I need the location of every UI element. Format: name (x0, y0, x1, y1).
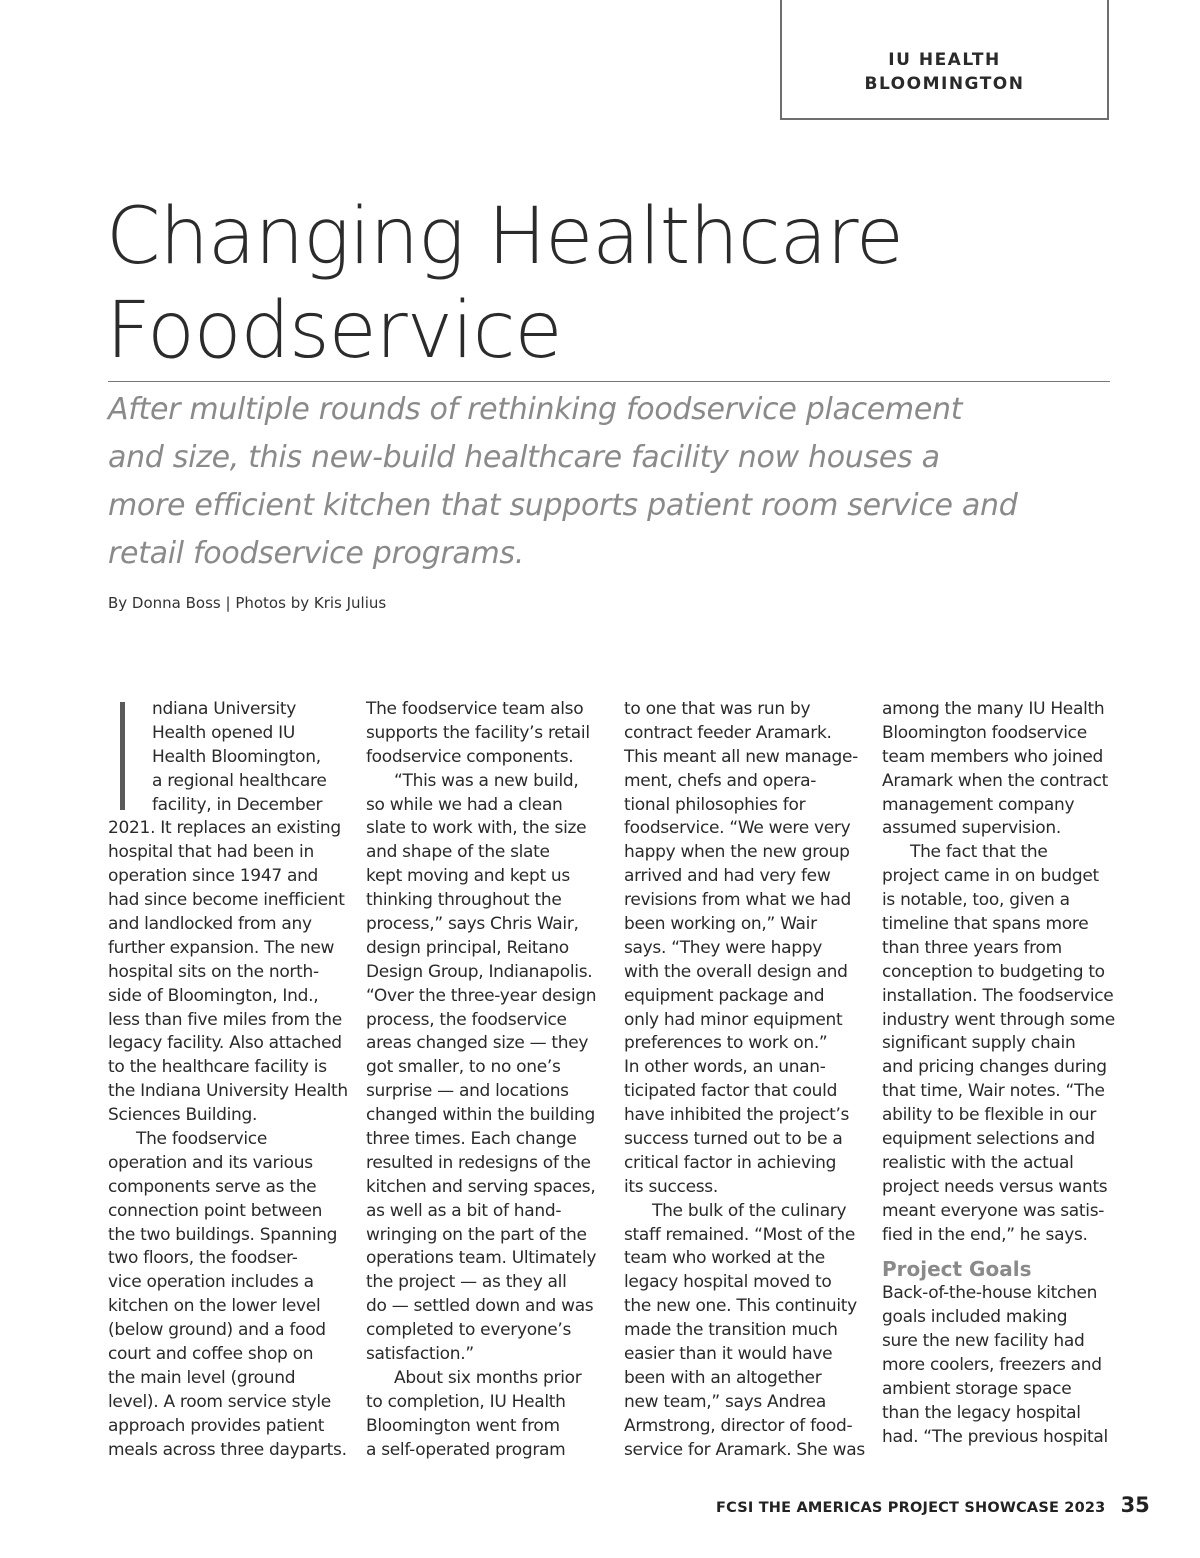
text-line: 2021. It replaces an existing (108, 818, 341, 839)
text-line: Back-of-the-house kitchen (882, 1283, 1098, 1304)
text-line: resulted in redesigns of the (366, 1152, 591, 1173)
text-line: fied in the end,” he says. (882, 1224, 1088, 1245)
text-line: further expansion. The new (108, 937, 335, 958)
deck-line: and size, this new-build healthcare facility now houses a (108, 440, 940, 475)
text-line: Aramark when the contract (882, 770, 1108, 791)
text-line: level). A room service style (108, 1391, 331, 1412)
text-line: that time, Wair notes. “The (882, 1081, 1105, 1102)
deck-line: more efficient kitchen that supports patient room service and (108, 488, 1018, 523)
text-line: the Indiana University Health (108, 1081, 348, 1102)
text-line: Health Bloomington, (152, 746, 321, 767)
text-line: had. “The previous hospital (882, 1426, 1108, 1447)
text-line: ambient storage space (882, 1378, 1072, 1399)
text-line: court and coffee shop on (108, 1344, 314, 1365)
headline-line1: Changing Healthcare (106, 192, 903, 282)
text-line: meant everyone was satis- (882, 1200, 1105, 1221)
text-line: Bloomington went from (366, 1415, 560, 1436)
text-line: among the many IU Health (882, 699, 1105, 719)
text-line: contract feeder Aramark. (624, 722, 832, 743)
text-line: The bulk of the culinary (652, 1200, 847, 1221)
page-footer (716, 1493, 1150, 1517)
text-line: happy when the new group (624, 842, 850, 863)
text-line: supports the facility’s retail (366, 722, 590, 743)
text-line: connection point between (108, 1200, 323, 1221)
page-number: 35 (1120, 1493, 1150, 1517)
text-line: components serve as the (108, 1176, 317, 1197)
text-line: “Over the three-year design (366, 985, 597, 1006)
text-line: Armstrong, director of food- (624, 1415, 853, 1436)
text-line: arrived and had very few (624, 866, 831, 887)
deck-line: retail foodservice programs. (108, 536, 524, 571)
text-line: with the overall design and (624, 961, 848, 982)
text-line: sure the new facility had (882, 1331, 1085, 1352)
text-line: Sciences Building. (108, 1105, 258, 1126)
text-line: critical factor in achieving (624, 1152, 837, 1173)
text-line: process, the foodservice (366, 1009, 567, 1030)
text-line: to one that was run by (624, 699, 811, 719)
text-line: slate to work with, the size (366, 818, 587, 839)
text-line: kitchen and serving spaces, (366, 1176, 596, 1197)
text-line: its success. (624, 1176, 718, 1197)
text-line: conception to budgeting to (882, 961, 1105, 982)
text-line: installation. The foodservice (882, 985, 1114, 1006)
text-line: team who worked at the (624, 1248, 825, 1269)
text-line: the main level (ground (108, 1367, 296, 1388)
text-line: less than five miles from the (108, 1009, 342, 1030)
text-line: and landlocked from any (108, 914, 312, 935)
text-line: Design Group, Indianapolis. (366, 961, 593, 982)
text-line: timeline that spans more (882, 914, 1089, 935)
body-column-3 (624, 698, 865, 1463)
text-line: do — settled down and was (366, 1296, 594, 1317)
text-line: equipment selections and (882, 1129, 1095, 1150)
text-line: legacy facility. Also attached (108, 1033, 342, 1054)
headline (106, 190, 1106, 378)
text-line: than the legacy hospital (882, 1402, 1081, 1423)
text-line: changed within the building (366, 1105, 596, 1126)
text-line: equipment package and (624, 985, 825, 1006)
text-line: areas changed size — they (366, 1033, 589, 1054)
text-line: so while we had a clean (366, 794, 563, 815)
text-line: In other words, an unan- (624, 1057, 826, 1078)
text-line: operation since 1947 and (108, 866, 319, 887)
text-line: vice operation includes a (108, 1272, 314, 1293)
text-line: hospital sits on the north- (108, 961, 319, 982)
text-line: Health opened IU (152, 722, 295, 743)
text-line: approach provides patient (108, 1415, 325, 1436)
text-line: realistic with the actual (882, 1152, 1074, 1173)
text-line: project came in on budget (882, 866, 1099, 887)
text-line: a self-operated program (366, 1439, 566, 1460)
text-line: kitchen on the lower level (108, 1296, 321, 1317)
section-tag-line1: IU HEALTH (888, 50, 1001, 70)
text-line: The foodservice team also (366, 699, 584, 719)
text-line: and pricing changes during (882, 1057, 1107, 1078)
section-tag (780, 0, 1109, 120)
text-line: The fact that the (910, 842, 1048, 863)
subhead-project-goals: Project Goals (882, 1257, 1032, 1282)
text-line: to the healthcare facility is (108, 1057, 327, 1078)
text-line: hospital that had been in (108, 842, 314, 863)
text-line: says. “They were happy (624, 937, 822, 958)
text-line: This meant all new manage- (624, 746, 858, 767)
text-line: ment, chefs and opera- (624, 770, 817, 791)
text-line: operation and its various (108, 1152, 313, 1173)
text-line: the project — as they all (366, 1272, 567, 1293)
text-line: success turned out to be a (624, 1129, 843, 1150)
text-line: ability to be flexible in our (882, 1105, 1097, 1126)
text-line: operations team. Ultimately (366, 1248, 597, 1269)
text-line: management company (882, 794, 1075, 815)
text-line: two floors, the foodser- (108, 1248, 298, 1269)
text-line: foodservice. “We were very (624, 818, 851, 839)
text-line: process,” says Chris Wair, (366, 914, 579, 935)
byline: By Donna Boss | Photos by Kris Julius (108, 594, 387, 612)
text-line: assumed supervision. (882, 818, 1061, 839)
text-line: completed to everyone’s (366, 1320, 572, 1341)
text-line: the two buildings. Spanning (108, 1224, 338, 1245)
text-line: had since become inefficient (108, 890, 345, 911)
text-line: more coolers, freezers and (882, 1355, 1102, 1376)
text-line: surprise — and locations (366, 1081, 569, 1102)
text-line: facility, in December (152, 794, 323, 815)
text-line: staff remained. “Most of the (624, 1224, 856, 1245)
text-line: been with an altogether (624, 1367, 822, 1388)
text-line: legacy hospital moved to (624, 1272, 832, 1293)
text-line: (below ground) and a food (108, 1320, 326, 1341)
text-line: service for Aramark. She was (624, 1439, 865, 1460)
text-line: the new one. This continuity (624, 1296, 857, 1317)
text-line: industry went through some (882, 1009, 1115, 1030)
headline-line2: Foodservice (106, 286, 562, 376)
text-line: made the transition much (624, 1320, 838, 1341)
text-line: team members who joined (882, 746, 1104, 767)
text-line: thinking throughout the (366, 890, 562, 911)
text-line: meals across three dayparts. (108, 1439, 347, 1460)
text-line: ticipated factor that could (624, 1081, 838, 1102)
text-line: tional philosophies for (624, 794, 806, 815)
text-line: is notable, too, given a (882, 890, 1070, 911)
text-line: wringing on the part of the (366, 1224, 587, 1245)
deck (108, 386, 1028, 578)
body-column-4 (882, 698, 1117, 1450)
text-line: than three years from (882, 937, 1062, 958)
text-line: a regional healthcare (152, 770, 327, 791)
text-line: significant supply chain (882, 1033, 1076, 1054)
text-line: preferences to work on.” (624, 1033, 828, 1054)
text-line: About six months prior (394, 1367, 582, 1388)
text-line: have inhibited the project’s (624, 1105, 850, 1126)
text-line: Bloomington foodservice (882, 722, 1087, 743)
text-line: easier than it would have (624, 1344, 833, 1365)
text-line: ndiana University (152, 699, 296, 719)
text-line: kept moving and kept us (366, 866, 570, 887)
text-line: design principal, Reitano (366, 937, 569, 958)
text-line: only had minor equipment (624, 1009, 843, 1030)
text-line: been working on,” Wair (624, 914, 817, 935)
body-column-2 (366, 698, 601, 1463)
text-line: “This was a new build, (394, 770, 579, 791)
text-line: project needs versus wants (882, 1176, 1108, 1197)
text-line: side of Bloomington, Ind., (108, 985, 319, 1006)
text-line: to completion, IU Health (366, 1391, 566, 1412)
body-column-1 (108, 698, 348, 1463)
text-line: new team,” says Andrea (624, 1391, 826, 1412)
text-line: goals included making (882, 1307, 1068, 1328)
deck-line: After multiple rounds of rethinking foodservice placement (108, 392, 963, 427)
text-line: and shape of the slate (366, 842, 550, 863)
text-line: satisfaction.” (366, 1344, 474, 1365)
section-tag-line2: BLOOMINGTON (864, 74, 1025, 94)
text-line: revisions from what we had (624, 890, 851, 911)
headline-divider (108, 381, 1110, 382)
text-line: three times. Each change (366, 1129, 577, 1150)
text-line: got smaller, to no one’s (366, 1057, 561, 1078)
text-line: as well as a bit of hand- (366, 1200, 562, 1221)
publication-name: FCSI THE AMERICAS PROJECT SHOWCASE 2023 (716, 1500, 1106, 1516)
text-line: The foodservice (136, 1129, 267, 1150)
text-line: foodservice components. (366, 746, 574, 767)
